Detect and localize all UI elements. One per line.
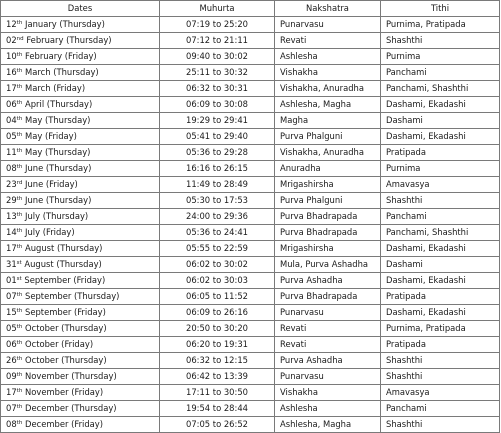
cell-nakshatra: Ashlesha	[275, 49, 381, 65]
cell-nakshatra: Purva Phalguni	[275, 193, 381, 209]
cell-date	[1, 193, 160, 209]
date-month-weekday: May (Friday)	[25, 131, 77, 141]
cell-tithi: Pratipada	[381, 337, 500, 353]
date-ordinal-suffix: st	[16, 276, 22, 282]
cell-nakshatra: Vishakha	[275, 65, 381, 81]
cell-tithi: Dashami, Ekadashi	[381, 129, 500, 145]
cell-date	[1, 49, 160, 65]
date-day: 05	[6, 131, 17, 141]
date-month-weekday: January (Thursday)	[25, 19, 105, 29]
date-month-weekday: May (Thursday)	[25, 115, 91, 125]
cell-nakshatra: Purva Ashadha	[275, 353, 381, 369]
cell-tithi: Shashthi	[381, 353, 500, 369]
cell-date	[1, 241, 160, 257]
cell-nakshatra: Purva Bhadrapada	[275, 289, 381, 305]
cell-date	[1, 209, 160, 225]
date-month-weekday: December (Thursday)	[25, 403, 117, 413]
cell-tithi: Purnima	[381, 161, 500, 177]
table-row	[1, 129, 500, 145]
table-row	[1, 177, 500, 193]
cell-muhurta: 07:19 to 25:20	[160, 17, 275, 33]
cell-date	[1, 417, 160, 433]
date-month-weekday: August (Thursday)	[24, 259, 102, 269]
date-ordinal-suffix: th	[16, 116, 23, 122]
table-row	[1, 241, 500, 257]
cell-muhurta: 06:42 to 13:39	[160, 369, 275, 385]
header-tithi: Tithi	[381, 1, 500, 17]
cell-nakshatra: Vishakha, Anuradha	[275, 145, 381, 161]
cell-muhurta: 09:40 to 30:02	[160, 49, 275, 65]
cell-nakshatra: Punarvasu	[275, 305, 381, 321]
date-day: 11	[6, 147, 17, 157]
date-month-weekday: July (Friday)	[25, 227, 75, 237]
cell-date	[1, 17, 160, 33]
table-row	[1, 337, 500, 353]
cell-date	[1, 321, 160, 337]
cell-tithi: Panchami, Shashthi	[381, 81, 500, 97]
cell-nakshatra: Ashlesha, Magha	[275, 417, 381, 433]
cell-nakshatra: Revati	[275, 337, 381, 353]
cell-nakshatra: Purva Bhadrapada	[275, 225, 381, 241]
cell-muhurta: 20:50 to 30:20	[160, 321, 275, 337]
date-month-weekday: August (Thursday)	[25, 243, 103, 253]
cell-date	[1, 129, 160, 145]
table-row	[1, 81, 500, 97]
cell-muhurta: 06:02 to 30:03	[160, 273, 275, 289]
cell-tithi: Purnima, Pratipada	[381, 17, 500, 33]
date-day: 17	[6, 243, 17, 253]
table-row	[1, 209, 500, 225]
table-row	[1, 97, 500, 113]
date-ordinal-suffix: th	[16, 196, 23, 202]
cell-nakshatra: Anuradha	[275, 161, 381, 177]
table-row	[1, 65, 500, 81]
date-day: 07	[6, 403, 17, 413]
table-row	[1, 289, 500, 305]
date-day: 06	[6, 99, 17, 109]
cell-nakshatra: Vishakha, Anuradha	[275, 81, 381, 97]
date-ordinal-suffix: th	[16, 52, 23, 58]
cell-tithi: Dashami, Ekadashi	[381, 273, 500, 289]
cell-muhurta: 05:55 to 22:59	[160, 241, 275, 257]
date-ordinal-suffix: th	[16, 148, 23, 154]
cell-tithi: Panchami	[381, 209, 500, 225]
date-ordinal-suffix: st	[16, 260, 22, 266]
date-month-weekday: September (Friday)	[24, 275, 106, 285]
date-ordinal-suffix: th	[16, 420, 23, 426]
header-row	[1, 1, 500, 17]
cell-muhurta: 06:20 to 19:31	[160, 337, 275, 353]
date-ordinal-suffix: th	[16, 212, 23, 218]
date-month-weekday: September (Friday)	[25, 307, 106, 317]
cell-tithi: Amavasya	[381, 385, 500, 401]
date-month-weekday: December (Friday)	[25, 419, 104, 429]
date-day: 26	[6, 355, 17, 365]
cell-date	[1, 337, 160, 353]
cell-tithi: Dashami, Ekadashi	[381, 305, 500, 321]
cell-nakshatra: Punarvasu	[275, 369, 381, 385]
date-day: 15	[6, 307, 17, 317]
date-ordinal-suffix: th	[16, 244, 23, 250]
cell-tithi: Purnima, Pratipada	[381, 321, 500, 337]
date-day: 12	[6, 19, 17, 29]
cell-muhurta: 05:41 to 29:40	[160, 129, 275, 145]
table-row	[1, 353, 500, 369]
date-day: 13	[6, 211, 17, 221]
cell-tithi: Panchami	[381, 401, 500, 417]
date-ordinal-suffix: th	[16, 388, 23, 394]
cell-date	[1, 161, 160, 177]
cell-muhurta: 16:16 to 26:15	[160, 161, 275, 177]
cell-date	[1, 257, 160, 273]
table-row	[1, 401, 500, 417]
cell-tithi: Pratipada	[381, 145, 500, 161]
table-row	[1, 417, 500, 433]
cell-date	[1, 401, 160, 417]
cell-tithi: Panchami	[381, 65, 500, 81]
cell-tithi: Shashthi	[381, 193, 500, 209]
date-month-weekday: June (Thursday)	[25, 195, 92, 205]
date-ordinal-suffix: th	[16, 356, 23, 362]
header-dates: Dates	[1, 1, 160, 17]
table-row	[1, 145, 500, 161]
cell-tithi: Shashthi	[381, 417, 500, 433]
date-month-weekday: October (Thursday)	[25, 355, 107, 365]
table-row	[1, 49, 500, 65]
cell-date	[1, 273, 160, 289]
date-day: 31	[6, 259, 17, 269]
date-ordinal-suffix: th	[16, 340, 23, 346]
cell-muhurta: 19:29 to 29:41	[160, 113, 275, 129]
cell-muhurta: 05:30 to 17:53	[160, 193, 275, 209]
cell-tithi: Panchami, Shashthi	[381, 225, 500, 241]
table-row	[1, 385, 500, 401]
cell-tithi: Dashami	[381, 113, 500, 129]
cell-date	[1, 369, 160, 385]
cell-nakshatra: Magha	[275, 113, 381, 129]
date-ordinal-suffix: th	[16, 100, 23, 106]
date-day: 16	[6, 67, 17, 77]
cell-muhurta: 17:11 to 30:50	[160, 385, 275, 401]
date-day: 17	[6, 387, 17, 397]
date-day: 29	[6, 195, 17, 205]
cell-muhurta: 11:49 to 28:49	[160, 177, 275, 193]
date-ordinal-suffix: th	[16, 308, 23, 314]
date-month-weekday: March (Friday)	[25, 83, 86, 93]
table-row	[1, 161, 500, 177]
cell-muhurta: 05:36 to 29:28	[160, 145, 275, 161]
date-ordinal-suffix: th	[16, 84, 23, 90]
date-day: 23	[6, 179, 17, 189]
date-ordinal-suffix: th	[16, 404, 23, 410]
cell-muhurta: 06:32 to 12:15	[160, 353, 275, 369]
table-row	[1, 113, 500, 129]
table-row	[1, 305, 500, 321]
cell-muhurta: 07:05 to 26:52	[160, 417, 275, 433]
cell-nakshatra: Revati	[275, 321, 381, 337]
table-row	[1, 33, 500, 49]
date-day: 14	[6, 227, 17, 237]
date-ordinal-suffix: th	[16, 20, 23, 26]
date-day: 08	[6, 419, 17, 429]
cell-muhurta: 25:11 to 30:32	[160, 65, 275, 81]
cell-nakshatra: Mula, Purva Ashadha	[275, 257, 381, 273]
table-row	[1, 273, 500, 289]
cell-date	[1, 353, 160, 369]
table-row	[1, 193, 500, 209]
date-ordinal-suffix: nd	[16, 36, 24, 42]
date-month-weekday: October (Thursday)	[25, 323, 107, 333]
table-row	[1, 369, 500, 385]
date-month-weekday: October (Friday)	[25, 339, 94, 349]
cell-muhurta: 24:00 to 29:36	[160, 209, 275, 225]
table-body	[1, 17, 500, 433]
date-month-weekday: July (Thursday)	[25, 211, 89, 221]
cell-date	[1, 145, 160, 161]
date-ordinal-suffix: rd	[16, 180, 23, 186]
cell-date	[1, 33, 160, 49]
table-row	[1, 321, 500, 337]
cell-tithi: Dashami, Ekadashi	[381, 241, 500, 257]
date-day: 01	[6, 275, 17, 285]
cell-muhurta: 06:32 to 30:31	[160, 81, 275, 97]
cell-nakshatra: Ashlesha, Magha	[275, 97, 381, 113]
date-month-weekday: February (Friday)	[25, 51, 97, 61]
date-day: 08	[6, 163, 17, 173]
cell-nakshatra: Mrigashirsha	[275, 177, 381, 193]
date-day: 06	[6, 339, 17, 349]
date-month-weekday: June (Thursday)	[25, 163, 92, 173]
date-month-weekday: March (Thursday)	[25, 67, 99, 77]
table-row	[1, 17, 500, 33]
cell-nakshatra: Purva Ashadha	[275, 273, 381, 289]
date-month-weekday: September (Thursday)	[25, 291, 120, 301]
cell-tithi: Shashthi	[381, 33, 500, 49]
cell-muhurta: 19:54 to 28:44	[160, 401, 275, 417]
cell-date	[1, 81, 160, 97]
date-ordinal-suffix: th	[16, 228, 23, 234]
cell-nakshatra: Purva Bhadrapada	[275, 209, 381, 225]
date-ordinal-suffix: th	[16, 68, 23, 74]
cell-tithi: Pratipada	[381, 289, 500, 305]
table-row	[1, 257, 500, 273]
date-month-weekday: April (Thursday)	[25, 99, 93, 109]
cell-tithi: Shashthi	[381, 369, 500, 385]
cell-date	[1, 289, 160, 305]
cell-nakshatra: Punarvasu	[275, 17, 381, 33]
cell-date	[1, 225, 160, 241]
date-month-weekday: November (Thursday)	[25, 371, 117, 381]
cell-tithi: Amavasya	[381, 177, 500, 193]
cell-nakshatra: Purva Phalguni	[275, 129, 381, 145]
date-month-weekday: May (Thursday)	[25, 147, 91, 157]
cell-date	[1, 177, 160, 193]
cell-nakshatra: Mrigashirsha	[275, 241, 381, 257]
cell-date	[1, 113, 160, 129]
date-month-weekday: November (Friday)	[25, 387, 104, 397]
header-muhurta: Muhurta	[160, 1, 275, 17]
cell-tithi: Dashami	[381, 257, 500, 273]
date-ordinal-suffix: th	[16, 132, 23, 138]
cell-muhurta: 06:09 to 30:08	[160, 97, 275, 113]
cell-tithi: Purnima	[381, 49, 500, 65]
date-day: 04	[6, 115, 17, 125]
cell-date	[1, 305, 160, 321]
cell-muhurta: 05:36 to 24:41	[160, 225, 275, 241]
cell-tithi: Dashami, Ekadashi	[381, 97, 500, 113]
cell-date	[1, 97, 160, 113]
date-ordinal-suffix: th	[16, 164, 23, 170]
date-ordinal-suffix: th	[16, 292, 23, 298]
date-day: 17	[6, 83, 17, 93]
cell-nakshatra: Vishakha	[275, 385, 381, 401]
date-day: 02	[6, 35, 17, 45]
date-day: 07	[6, 291, 17, 301]
table-row	[1, 225, 500, 241]
cell-nakshatra: Ashlesha	[275, 401, 381, 417]
cell-muhurta: 06:09 to 26:16	[160, 305, 275, 321]
date-month-weekday: June (Friday)	[25, 179, 78, 189]
date-day: 10	[6, 51, 17, 61]
header-nakshatra: Nakshatra	[275, 1, 381, 17]
date-month-weekday: February (Thursday)	[26, 35, 112, 45]
cell-muhurta: 07:12 to 21:11	[160, 33, 275, 49]
cell-date	[1, 385, 160, 401]
cell-muhurta: 06:05 to 11:52	[160, 289, 275, 305]
date-ordinal-suffix: th	[16, 372, 23, 378]
date-day: 09	[6, 371, 17, 381]
cell-date	[1, 65, 160, 81]
cell-muhurta: 06:02 to 30:02	[160, 257, 275, 273]
date-day: 05	[6, 323, 17, 333]
cell-nakshatra: Revati	[275, 33, 381, 49]
date-ordinal-suffix: th	[16, 324, 23, 330]
